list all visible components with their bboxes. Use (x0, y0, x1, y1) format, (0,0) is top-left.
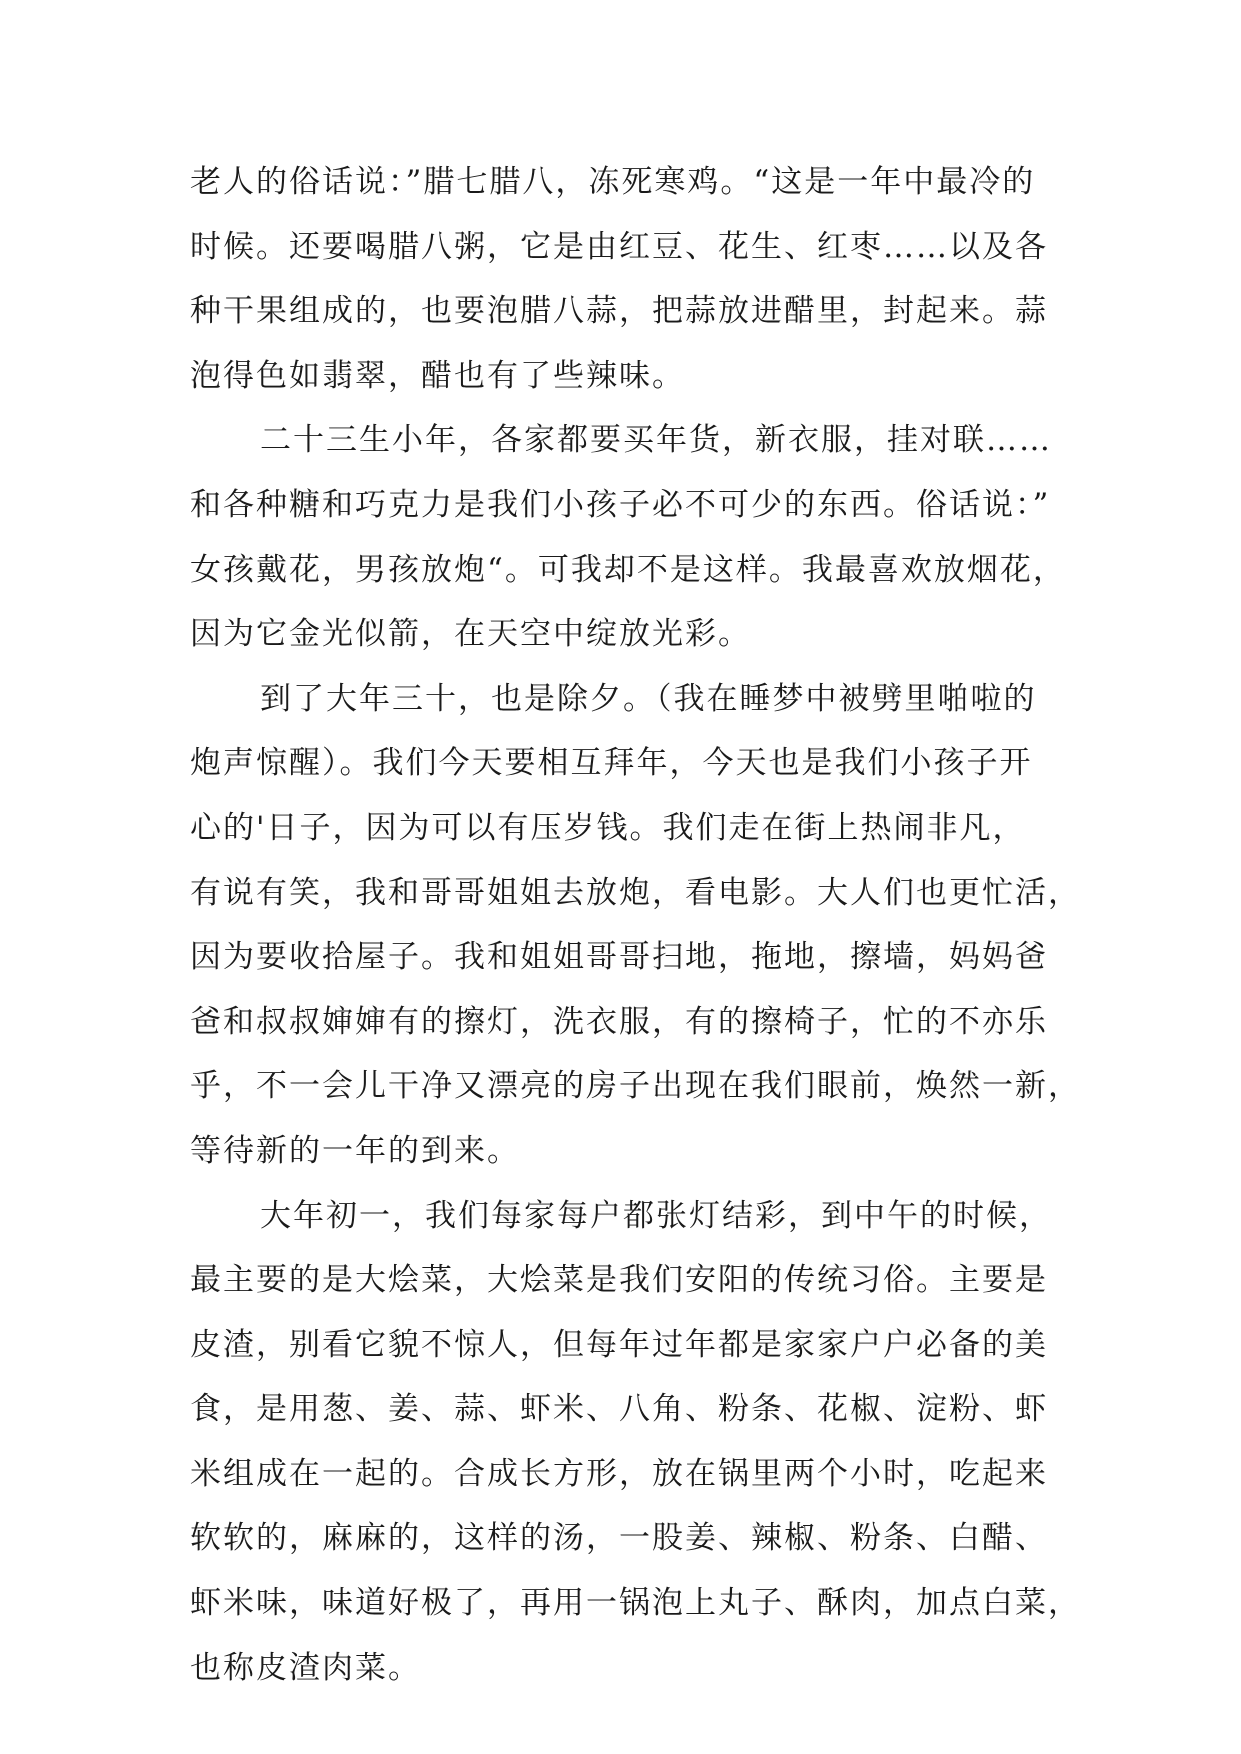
text-line: 女孩戴花，男孩放炮“。可我却不是这样。我最喜欢放烟花， (190, 551, 1066, 588)
text-line: 食，是用葱、姜、蒜、虾米、八角、粉条、花椒、淀粉、虾 (190, 1391, 1048, 1428)
text-line: 老人的俗话说：”腊七腊八，冻死寒鸡。“这是一年中最冷的 (190, 164, 1036, 200)
text-line: 皮渣，别看它貌不惊人，但每年过年都是家家户户必备的美 (190, 1326, 1048, 1363)
paragraph-first-line: 到了大年三十，也是除夕。（我在睡梦中被劈里啪啦的 (260, 680, 1037, 717)
text-line: 心的'日子，因为可以有压岁钱。我们走在街上热闹非凡， (190, 809, 1026, 846)
text-line: 种干果组成的，也要泡腊八蒜，把蒜放进醋里，封起来。蒜 (190, 293, 1048, 330)
text-line: 因为它金光似箭，在天空中绽放光彩。 (190, 616, 751, 653)
text-line: 软软的，麻麻的，这样的汤，一股姜、辣椒、粉条、白醋、 (190, 1520, 1048, 1557)
text-line: 有说有笑，我和哥哥姐姐去放炮，看电影。大人们也更忙活， (190, 874, 1081, 911)
text-line: 因为要收拾屋子。我和姐姐哥哥扫地，拖地，擦墙，妈妈爸 (190, 939, 1048, 976)
text-line: 乎，不一会儿干净又漂亮的房子出现在我们眼前，焕然一新， (190, 1068, 1081, 1105)
text-line: 等待新的一年的到来。 (190, 1132, 520, 1169)
text-line: 米组成在一起的。合成长方形，放在锅里两个小时，吃起来 (190, 1455, 1048, 1492)
text-line: 虾米味，味道好极了，再用一锅泡上丸子、酥肉，加点白菜， (190, 1585, 1081, 1622)
paragraph-first-line: 二十三生小年，各家都要买年货，新衣服，挂对联…… (260, 422, 1052, 459)
text-line: 和各种糖和巧克力是我们小孩子必不可少的东西。俗话说：” (190, 486, 1051, 523)
text-line: 泡得色如翡翠，醋也有了些辣味。 (190, 357, 685, 394)
paragraph-first-line: 大年初一，我们每家每户都张灯结彩，到中午的时候， (260, 1197, 1052, 1234)
text-line: 最主要的是大烩菜，大烩菜是我们安阳的传统习俗。主要是 (190, 1262, 1048, 1299)
text-line: 爸和叔叔婶婶有的擦灯，洗衣服，有的擦椅子，忙的不亦乐 (190, 1003, 1048, 1040)
text-line: 炮声惊醒）。我们今天要相互拜年，今天也是我们小孩子开 (190, 745, 1033, 782)
document-body (190, 150, 1081, 1700)
text-line: 也称皮渣肉菜。 (190, 1649, 421, 1686)
text-line: 时候。还要喝腊八粥，它是由红豆、花生、红枣……以及各 (190, 228, 1048, 265)
